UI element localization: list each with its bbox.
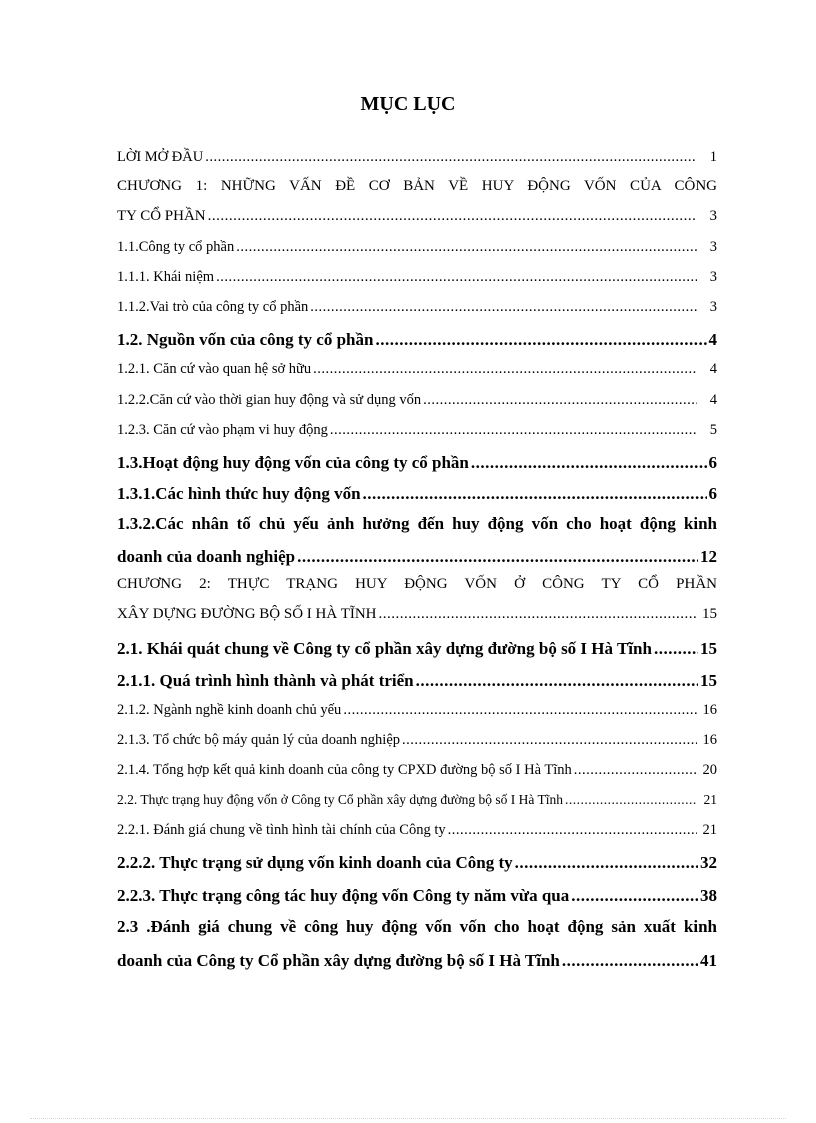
toc-page-number: 3 — [709, 239, 717, 255]
toc-entry-label: 1.2.3. Căn cứ vào phạm vi huy động — [117, 422, 328, 438]
toc-entry-label: 1.2.2.Căn cứ vào thời gian huy động và sử dụng vốn — [117, 392, 422, 408]
toc-page-number: 32 — [700, 853, 717, 872]
toc-entry[interactable] — [117, 361, 717, 387]
dot-leader — [471, 453, 707, 473]
dot-leader — [448, 822, 697, 839]
toc-entry[interactable] — [117, 951, 717, 977]
toc-entry[interactable] — [117, 822, 717, 848]
dot-leader — [375, 330, 706, 350]
toc-entry-label: 2.2.2. Thực trạng sử dụng vốn kinh doanh của Công ty — [117, 853, 513, 872]
dot-leader — [330, 422, 697, 439]
toc-entry[interactable] — [117, 269, 717, 295]
toc-page-number: 4 — [709, 392, 717, 408]
toc-page-number: 16 — [702, 702, 717, 718]
toc-entry-label: 1.1.1. Khái niệm — [117, 269, 215, 285]
toc-entry-label: 1.1.Công ty cổ phần — [117, 239, 235, 255]
toc-entry-line1[interactable]: CHƯƠNG 2: THỰC TRẠNG HUY ĐỘNG VỐN Ở CÔNG TY CỔ PHẦN — [117, 576, 717, 592]
dot-leader — [574, 762, 697, 779]
page-title: MỤC LỤC — [360, 93, 456, 115]
toc-page-number: 21 — [703, 792, 717, 807]
toc-entry[interactable] — [117, 149, 717, 175]
toc-entry[interactable] — [117, 484, 717, 510]
toc-entry[interactable] — [117, 853, 717, 879]
toc-entry[interactable] — [117, 639, 717, 665]
toc-entry-label: 1.2.1. Căn cứ vào quan hệ sở hữu — [117, 361, 312, 377]
toc-entry[interactable] — [117, 547, 717, 573]
toc-entry-line1[interactable]: CHƯƠNG 1: NHỮNG VẤN ĐỀ CƠ BẢN VỀ HUY ĐỘNG VỐN CỦA CÔNG — [117, 178, 717, 194]
dot-leader — [654, 639, 698, 659]
toc-entry-label: 1.3.Hoạt động huy động vốn của công ty cổ phần — [117, 453, 469, 472]
dot-leader — [236, 239, 697, 256]
toc-page-number: 15 — [700, 671, 717, 690]
toc-entry-label: 2.1.1. Quá trình hình thành và phát triển — [117, 671, 414, 690]
toc-entry-label: 2.1. Khái quát chung về Công ty cổ phần xây dựng đường bộ số I Hà Tĩnh — [117, 639, 652, 658]
toc-entry[interactable] — [117, 330, 717, 356]
toc-entry-label: LỜI MỞ ĐẦU — [117, 149, 204, 165]
page-bottom-rule — [30, 1118, 786, 1120]
dot-leader — [515, 853, 698, 873]
dot-leader — [216, 269, 697, 286]
toc-entry[interactable] — [117, 702, 717, 728]
toc-page-number: 4 — [708, 330, 717, 349]
toc-entry[interactable] — [117, 671, 717, 697]
toc-entry-label: 2.1.3. Tổ chức bộ máy quản lý của doanh nghiệp — [117, 732, 401, 748]
toc-entry-label: doanh của Công ty Cổ phần xây dựng đường bộ số I Hà Tĩnh — [117, 951, 560, 970]
toc-entry-label: 2.1.4. Tổng hợp kết quả kinh doanh của công ty CPXD đường bộ số I Hà Tĩnh — [117, 762, 572, 778]
toc-entry-label: 1.1.2.Vai trò của công ty cổ phần — [117, 299, 309, 315]
toc-page-number: 16 — [702, 732, 717, 748]
toc-entry[interactable] — [117, 886, 717, 912]
toc-entry[interactable] — [117, 392, 717, 418]
toc-page-number: 15 — [700, 639, 717, 658]
dot-leader — [313, 361, 697, 378]
dot-leader — [297, 547, 698, 567]
toc-entry-label: 2.2. Thực trạng huy động vốn ở Công ty Cổ phần xây dựng đường bộ số I Hà Tĩnh — [117, 792, 563, 807]
dot-leader — [402, 732, 697, 749]
dot-leader — [565, 792, 697, 808]
dot-leader — [379, 606, 697, 623]
toc-entry-label: 1.2. Nguồn vốn của công ty cổ phần — [117, 330, 374, 349]
toc-entry-label: 2.2.3. Thực trạng công tác huy động vốn Công ty năm vừa qua — [117, 886, 570, 905]
toc-page-number: 3 — [709, 299, 717, 315]
dot-leader — [571, 886, 698, 906]
toc-page-number: 5 — [709, 422, 717, 438]
toc-entry[interactable] — [117, 208, 717, 234]
dot-leader — [363, 484, 707, 504]
dot-leader — [310, 299, 697, 316]
dot-leader — [562, 951, 698, 971]
toc-page-number: 3 — [709, 208, 717, 224]
dot-leader — [416, 671, 698, 691]
toc-entry[interactable] — [117, 606, 717, 632]
toc-entry[interactable] — [117, 732, 717, 758]
toc-entry-label: 2.2.1. Đánh giá chung về tình hình tài chính của Công ty — [117, 822, 446, 838]
toc-entry[interactable] — [117, 792, 717, 818]
toc-entry[interactable] — [117, 239, 717, 265]
toc-entry-line1[interactable]: 2.3 .Đánh giá chung về công huy động vốn vốn cho hoạt động sản xuất kinh — [117, 917, 717, 936]
toc-entry[interactable] — [117, 422, 717, 448]
dot-leader — [343, 702, 697, 719]
toc-entry-label: 2.1.2. Ngành nghề kinh doanh chủ yếu — [117, 702, 342, 718]
toc-page-number: 20 — [702, 762, 717, 778]
dot-leader — [208, 208, 697, 225]
toc-page-number: 12 — [700, 547, 717, 566]
toc-entry-label: doanh của doanh nghiệp — [117, 547, 296, 566]
toc-entry-line1[interactable]: 1.3.2.Các nhân tố chủ yếu ảnh hưởng đến huy động vốn cho hoạt động kinh — [117, 514, 717, 533]
toc-page-number: 15 — [702, 606, 717, 622]
table-of-contents — [117, 0, 717, 1000]
toc-entry-label: TY CỔ PHẦN — [117, 208, 206, 224]
toc-page-number: 41 — [700, 951, 717, 970]
toc-entry[interactable] — [117, 453, 717, 479]
toc-page-number: 21 — [702, 822, 717, 838]
toc-entry[interactable] — [117, 762, 717, 788]
toc-page-number: 6 — [708, 453, 717, 472]
toc-entry[interactable] — [117, 299, 717, 325]
toc-page-number: 4 — [709, 361, 717, 377]
toc-page-number: 3 — [709, 269, 717, 285]
dot-leader — [423, 392, 697, 409]
toc-page-number: 1 — [709, 149, 717, 165]
toc-entry-label: 1.3.1.Các hình thức huy động vốn — [117, 484, 361, 503]
dot-leader — [205, 149, 697, 166]
toc-page-number: 38 — [700, 886, 717, 905]
toc-page-number: 6 — [708, 484, 717, 503]
toc-entry-label: XÂY DỰNG ĐƯỜNG BỘ SỐ I HÀ TĨNH — [117, 606, 377, 622]
